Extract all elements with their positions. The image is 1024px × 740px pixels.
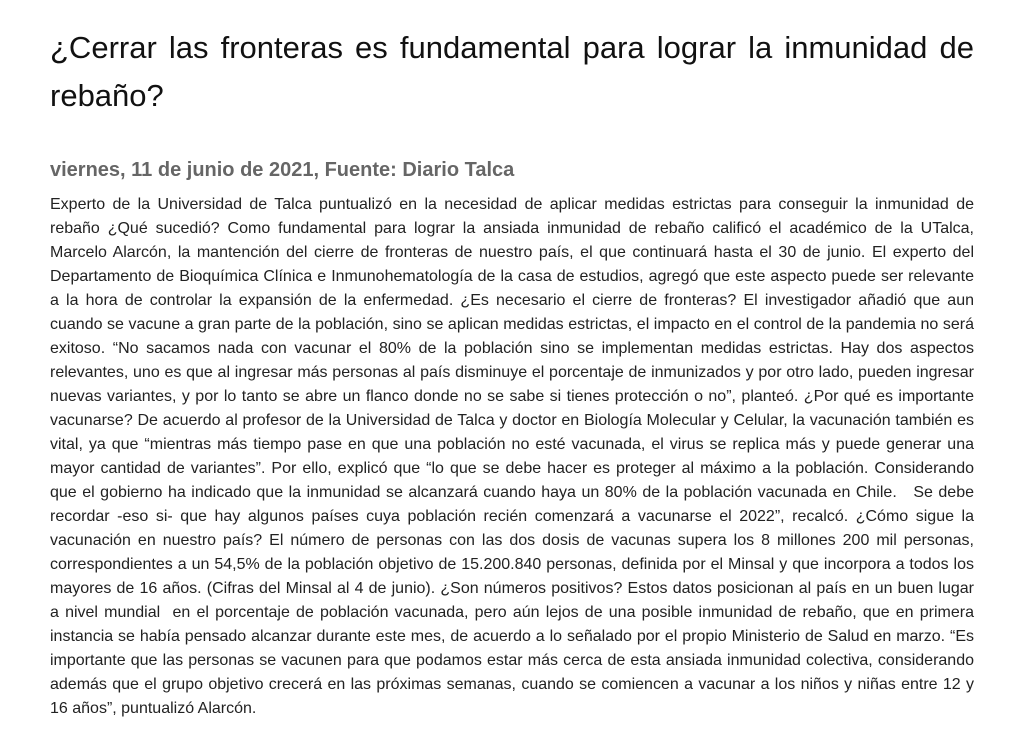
article [50,24,983,721]
article-date-source: viernes, 11 de junio de 2021, Fuente: Diario Talca [50,159,515,181]
article-body: Experto de la Universidad de Talca puntualizó en la necesidad de aplicar medidas estrictas para conseguir la inmunidad de rebaño ¿Qué sucedió? Como fundamental para lograr la ansiada inmunidad de rebaño calificó el académico de la UTalca, Marcelo Alarcón, la mantención del cierre de fronteras de nuestro país, el que continuará hasta el 30 de junio. El experto del Departamento de Bioquímica Clínica e Inmunohematología de la casa de estudios, agregó que este aspecto puede ser relevante a la hora de controlar la expansión de la enfermedad. ¿Es necesario el cierre de fronteras? El investigador añadió que aun cuando se vacune a gran parte de la población, sino se aplican medidas estrictas, el impacto en el control de la pandemia no será exitoso. “No sacamos nada con vacunar el 80% de la población sino se implementan medidas estrictas. Hay dos aspectos relevantes, uno es que al ingresar más personas al país disminuye el porcentaje de inmunizados y por otro lado, pueden ingresar nuevas variantes, y por lo tanto se abre un flanco donde no se sabe si tienes protección o no”, planteó. ¿Por qué es importante vacunarse? De acuerdo al profesor de la Universidad de Talca y doctor en Biología Molecular y Celular, la vacunación también es vital, ya que “mientras más tiempo pase en que una población no esté vacunada, el virus se replica más y puede generar una mayor cantidad de variantes”. Por ello, explicó que “lo que se debe hacer es proteger al máximo a la población. Considerando que el gobierno ha indicado que la inmunidad se alcanzará cuando haya un 80% de la población vacunada en Chile. Se debe recordar -eso si- que hay algunos países cuya población recién comenzará a vacunarse el 2022”, recalcó. ¿Cómo sigue la vacunación en nuestro país? El número de personas con las dos dosis de vacunas supera los 8 millones 200 mil personas, correspondientes a un 54,5% de la población objetivo de 15.200.840 personas, definida por el Minsal y que incorpora a todos los mayores de 16 años. (Cifras del Minsal al 4 de junio). ¿Son números positivos? Estos datos posicionan al país en un buen lugar a nivel mundial en el porcentaje de población vacunada, pero aún lejos de una posible inmunidad de rebaño, que en primera instancia se había pensado alcanzar durante este mes, de acuerdo a lo señalado por el propio Ministerio de Salud en marzo. “Es importante que las personas se vacunen para que podamos estar más cerca de esta ansiada inmunidad colectiva, considerando además que el grupo objetivo crecerá en las próximas semanas, cuando se comiencen a vacunar a los niños y niñas entre 12 y 16 años”, puntualizó Alarcón. [50,196,983,717]
article-title: ¿Cerrar las fronteras es fundamental para lograr la inmunidad de rebaño? [50,30,974,113]
